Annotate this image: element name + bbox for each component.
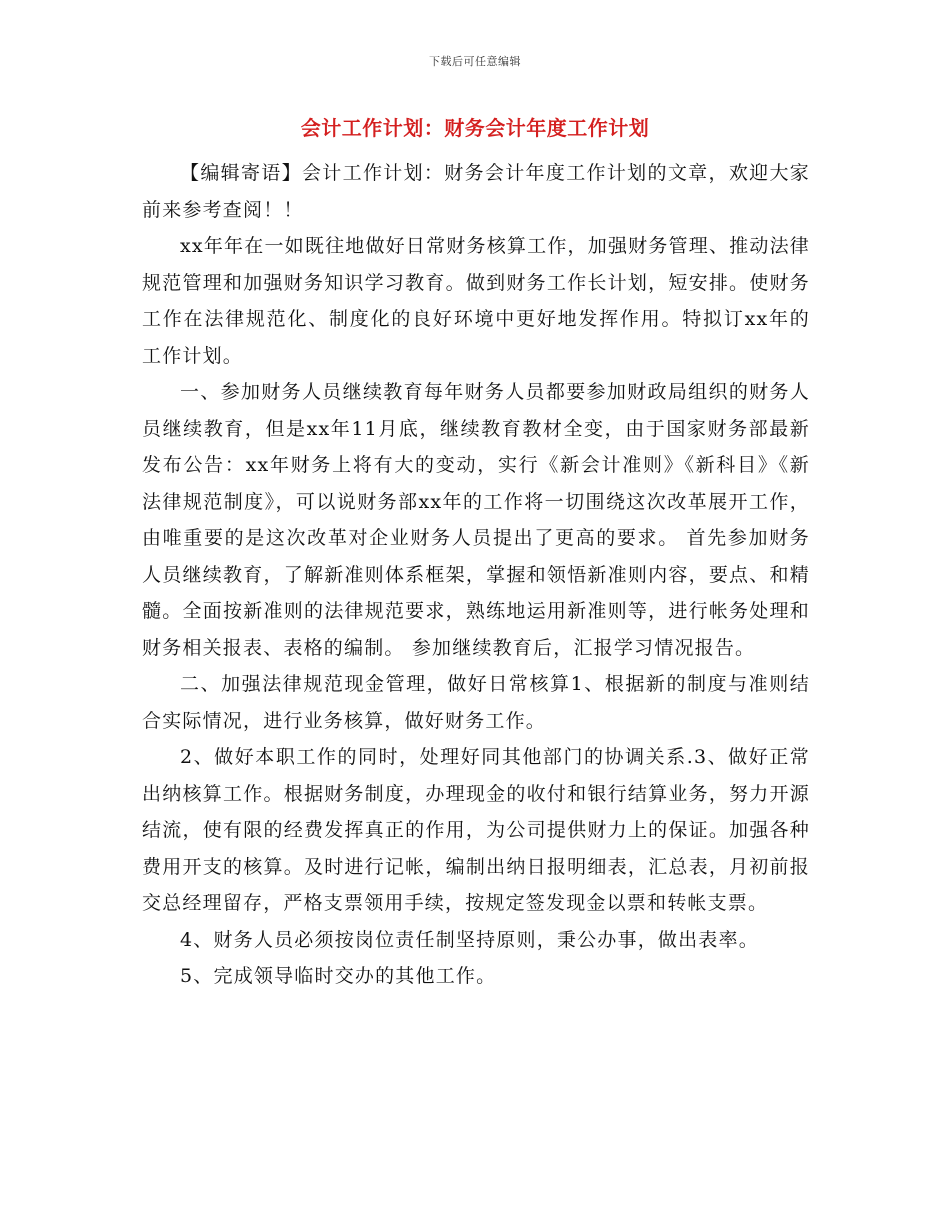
section-two-paragraph: 二、加强法律规范现金管理，做好日常核算1、根据新的制度与准则结合实际情况，进行业务核算，做好财务工作。	[142, 673, 810, 732]
item-four-paragraph: 4、财务人员必须按岗位责任制坚持原则，秉公办事，做出表率。	[180, 928, 759, 951]
page-header-note: 下载后可任意编辑	[429, 55, 521, 68]
editor-note-paragraph: 【编辑寄语】会计工作计划：财务会计年度工作计划的文章，欢迎大家前来参考查阅！！	[142, 162, 810, 221]
item-five-paragraph: 5、完成领导临时交办的其他工作。	[180, 965, 497, 987]
document-body	[142, 155, 810, 995]
section-one-paragraph: 一、参加财务人员继续教育每年财务人员都要参加财政局组织的财务人员继续教育，但是xx年11月底，继续教育教材全变，由于国家财务部最新发布公告：xx年财务上将有大的变动，实行《新会计准则》《新科目》《新法律规范制度》，可以说财务部xx年的工作将一切围绕这次改革展开工作，由唯重要的是这次改革对企业财务人员提出了更高的要求。 首先参加财务人员继续教育，了解新准则体系框架，掌握和领悟新准则内容，要点、和精髓。全面按新准则的法律规范要求，熟练地运用新准则等，进行帐务处理和财务相关报表、表格的编制。 参加继续教育后，汇报学习情况报告。	[142, 381, 810, 659]
document-title: 会计工作计划：财务会计年度工作计划	[300, 116, 650, 140]
intro-paragraph: xx年年在一如既往地做好日常财务核算工作，加强财务管理、推动法律规范管理和加强财务知识学习教育。做到财务工作长计划，短安排。使财务工作在法律规范化、制度化的良好环境中更好地发挥作用。特拟订xx年的工作计划。	[142, 235, 810, 367]
item-two-paragraph: 2、做好本职工作的同时，处理好同其他部门的协调关系.3、做好正常出纳核算工作。根据财务制度，办理现金的收付和银行结算业务，努力开源结流，使有限的经费发挥真正的作用，为公司提供财力上的保证。加强各种费用开支的核算。及时进行记帐，编制出纳日报明细表，汇总表，月初前报交总经理留存，严格支票领用手续，按规定签发现金以票和转帐支票。	[142, 746, 810, 914]
